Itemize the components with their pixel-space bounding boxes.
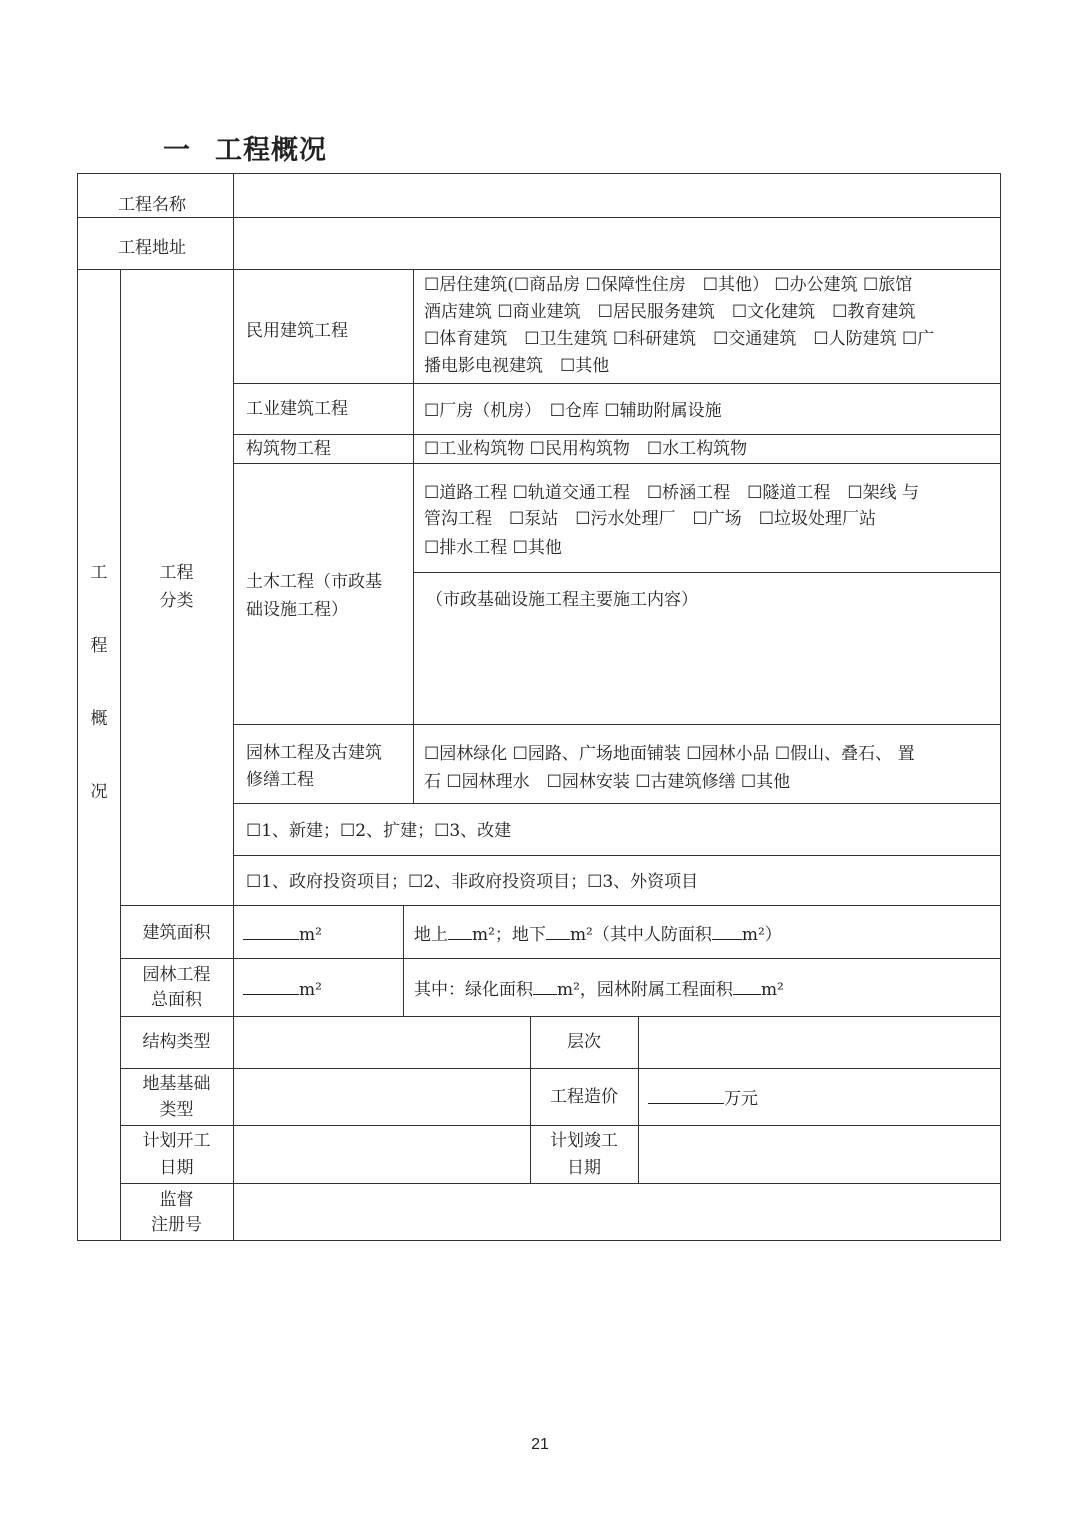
civil-building-options-3: ☐体育建筑 ☐卫生建筑 ☐科研建筑 ☐交通建筑 ☐人防建筑 ☐广 — [424, 329, 935, 349]
civil-building-options-1: ☐居住建筑(☐商品房 ☐保障性住房 ☐其他） ☐办公建筑 ☐旅馆 — [424, 275, 913, 295]
industrial-building-options: ☐厂房（机房） ☐仓库 ☐辅助附属设施 — [424, 401, 722, 421]
foundation-label-1: 地基基础 — [142, 1074, 211, 1094]
building-area-value: m² — [243, 921, 322, 949]
project-name-label: 工程名称 — [118, 195, 186, 215]
civil-engineering-label-2: 础设施工程） — [246, 600, 348, 620]
civil-engineering-options-3: ☐排水工程 ☐其他 — [424, 538, 562, 558]
garden-area-label-2: 总面积 — [151, 990, 202, 1010]
garden-label-2: 修缮工程 — [246, 770, 314, 790]
building-area-detail: 地上 m²；地下 m²（其中人防面积 m²） — [414, 921, 782, 949]
civil-building-options-4: 播电影电视建筑 ☐其他 — [424, 356, 610, 376]
cost-value: 万元 — [648, 1085, 758, 1113]
planned-end-label-1: 计划竣工 — [550, 1131, 618, 1151]
garden-options-1: ☐园林绿化 ☐园路、广场地面铺装 ☐园林小品 ☐假山、叠石、 置 — [424, 744, 915, 764]
civil-engineering-label-1: 土木工程（市政基 — [246, 572, 382, 592]
garden-label-1: 园林工程及古建筑 — [246, 743, 382, 763]
page-number: 21 — [531, 1436, 549, 1453]
category-label-line2: 分类 — [159, 591, 194, 611]
structures-label: 构筑物工程 — [246, 439, 331, 459]
civil-engineering-content-note: （市政基础设施工程主要施工内容） — [426, 590, 698, 610]
structures-options: ☐工业构筑物 ☐民用构筑物 ☐水工构筑物 — [424, 439, 748, 459]
planned-start-label-1: 计划开工 — [142, 1131, 211, 1151]
garden-options-2: 石 ☐园林理水 ☐园林安装 ☐古建筑修缮 ☐其他 — [424, 772, 791, 792]
garden-area-label-1: 园林工程 — [142, 965, 211, 985]
garden-area-value: m² — [243, 976, 322, 1004]
planned-end-label-2: 日期 — [567, 1158, 601, 1178]
section-heading — [163, 128, 327, 167]
category-label-line1: 工程 — [159, 563, 194, 583]
section-number: 一 — [163, 135, 191, 166]
planned-start-label-2: 日期 — [159, 1158, 194, 1178]
civil-engineering-options-2: 管沟工程 ☐泵站 ☐污水处理厂 ☐广场 ☐垃圾处理厂站 — [424, 509, 876, 529]
civil-building-options-2: 酒店建筑 ☐商业建筑 ☐居民服务建筑 ☐文化建筑 ☐教育建筑 — [424, 302, 916, 322]
section-title: 工程概况 — [215, 135, 327, 166]
investment-type-options: ☐1、政府投资项目；☐2、非政府投资项目；☐3、外资项目 — [246, 872, 699, 892]
cost-label: 工程造价 — [550, 1087, 618, 1107]
industrial-building-label: 工业建筑工程 — [246, 399, 348, 419]
civil-engineering-options-1: ☐道路工程 ☐轨道交通工程 ☐桥涵工程 ☐隧道工程 ☐架线 与 — [424, 483, 920, 503]
build-type-options: ☐1、新建；☐2、扩建；☐3、改建 — [246, 821, 512, 841]
supervision-label-1: 监督 — [159, 1190, 194, 1210]
civil-building-label: 民用建筑工程 — [246, 321, 348, 341]
project-address-label: 工程地址 — [118, 238, 186, 258]
building-area-label: 建筑面积 — [142, 923, 211, 943]
overview-vertical-label: 工 程 概 况 — [90, 563, 108, 802]
supervision-label-2: 注册号 — [151, 1215, 202, 1235]
garden-area-detail: 其中：绿化面积 m²，园林附属工程面积 m² — [414, 976, 784, 1004]
structure-type-label: 结构类型 — [142, 1032, 211, 1052]
foundation-label-2: 类型 — [159, 1100, 194, 1120]
floors-label: 层次 — [567, 1032, 601, 1052]
